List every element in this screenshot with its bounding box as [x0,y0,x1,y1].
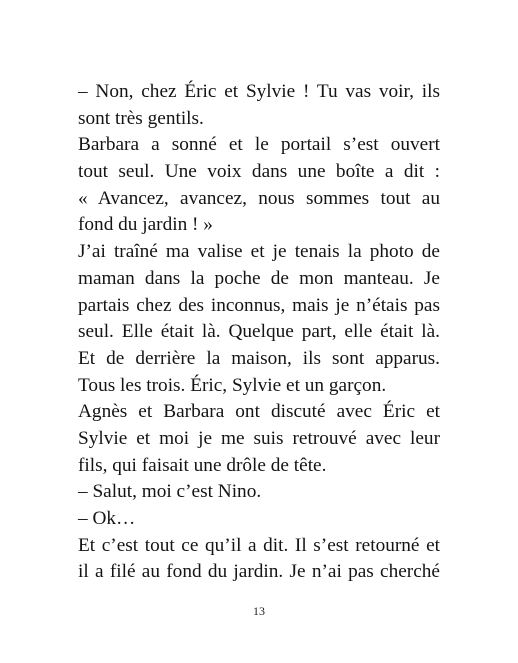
text-line: fond du jardin ! » [78,214,213,236]
text-line: maman dans la poche de mon manteau. Je [78,267,440,289]
body-text [78,79,440,586]
text-line: Agnès et Barbara ont discuté avec Éric et [78,401,440,423]
text-line: seul. Elle était là. Quelque part, elle était là. [78,321,440,343]
text-line: – Salut, moi c’est Nino. [78,481,262,503]
text-line: – Ok… [78,508,136,529]
text-line: Tous les trois. Éric, Sylvie et un garçon. [78,374,387,396]
text-line: Et c’est tout ce qu’il a dit. Il s’est retourné et [78,534,440,556]
page-number: 13 [253,604,265,618]
text-line: J’ai traîné ma valise et je tenais la photo de [78,241,440,263]
text-line: fils, qui faisait une drôle de tête. [78,454,327,476]
text-line: Barbara a sonné et le portail s’est ouvert [78,134,440,156]
text-line: – Non, chez Éric et Sylvie ! Tu vas voir, ils [78,81,440,102]
text-line: sont très gentils. [78,107,204,129]
text-line: Sylvie et moi je me suis retrouvé avec leur [78,427,440,449]
text-line: tout seul. Une voix dans une boîte a dit : [78,161,440,183]
text-line: partais chez des inconnus, mais je n’étais pas [78,294,440,316]
text-line: il a filé au fond du jardin. Je n’ai pas cherché [78,561,440,583]
text-line: « Avancez, avancez, nous sommes tout au [78,187,440,209]
text-line: Et de derrière la maison, ils sont apparus. [78,347,440,369]
